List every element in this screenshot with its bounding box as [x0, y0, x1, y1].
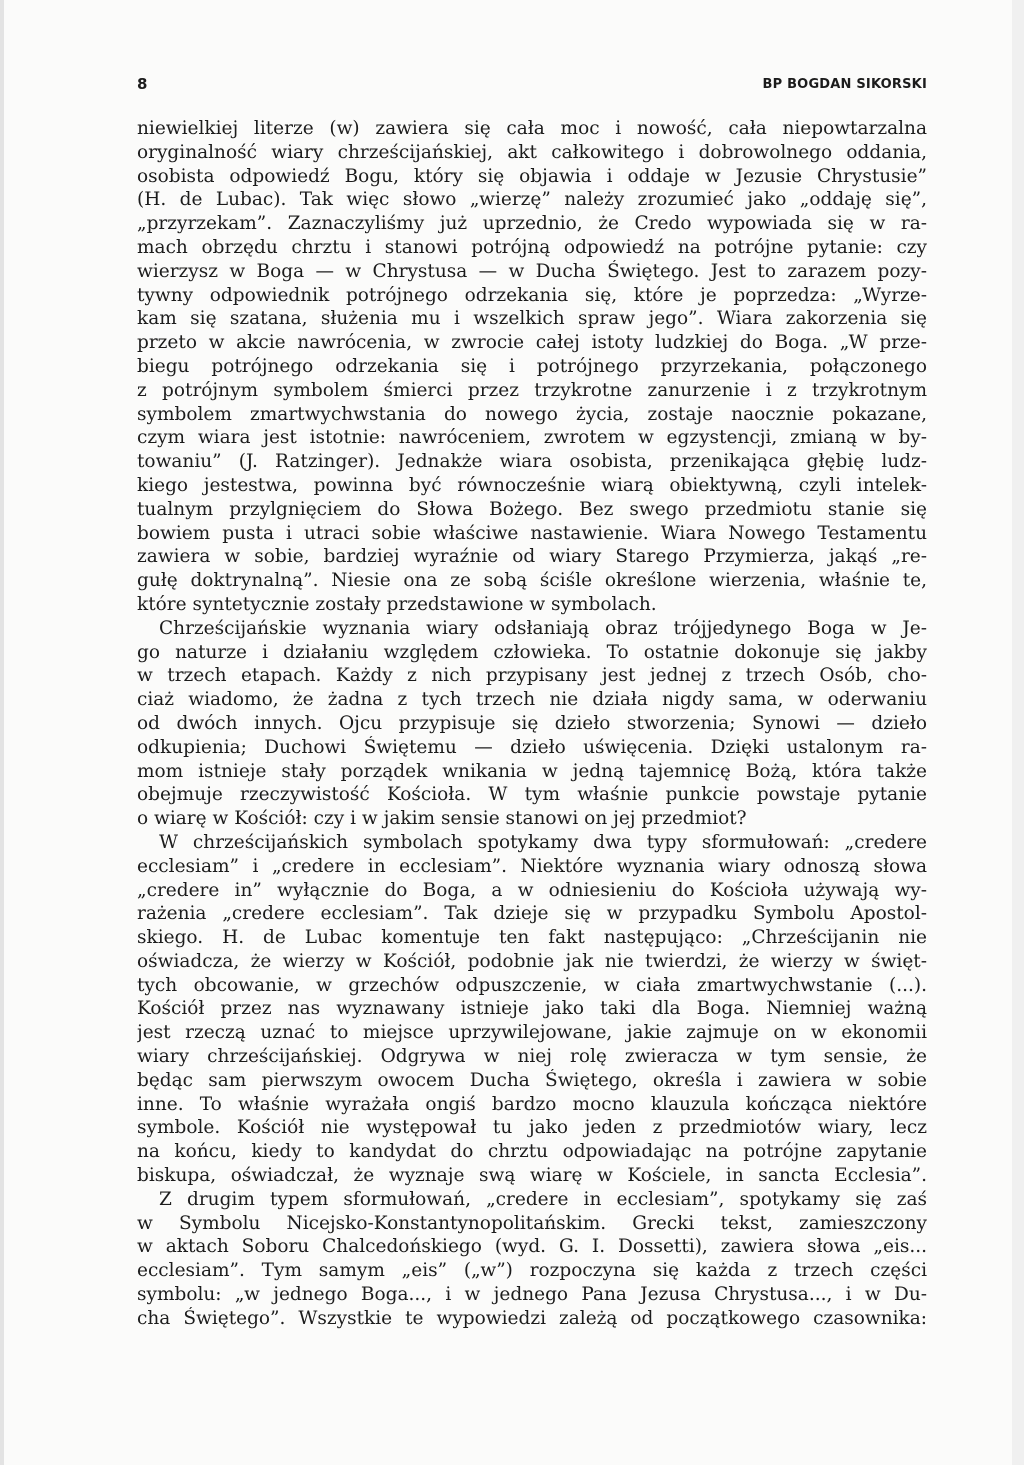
scan-left-edge [0, 0, 4, 1465]
text-line: inne. To właśnie wyrażała ongiś bardzo mocno klauzula kończąca niektóre [137, 1093, 927, 1115]
text-line: oryginalność wiary chrześcijańskiej, akt całkowitego i dobrowolnego oddania, [137, 141, 927, 163]
text-line: symbolu: „w jednego Boga..., i w jednego Pana Jezusa Chrystusa..., i w Du- [137, 1284, 927, 1306]
text-line: Chrześcijańskie wyznania wiary odsłaniają obraz trójjedynego Boga w Je- [159, 617, 927, 639]
text-line: „credere in” wyłącznie do Boga, a w odniesieniu do Kościoła używają wy- [137, 879, 927, 901]
text-line: będąc sam pierwszym owocem Ducha Świętego, określa i zawiera w sobie [137, 1069, 927, 1091]
text-line: w trzech etapach. Każdy z nich przypisany jest jednej z trzech Osób, cho- [137, 665, 927, 687]
text-line: jest rzeczą uznać to miejsce uprzywilejowane, jakie zajmuje on w ekonomii [137, 1022, 927, 1044]
text-line: tualnym przylgnięciem do Słowa Bożego. Bez swego przedmiotu stanie się [137, 498, 927, 520]
text-line: kiego jestestwa, powinna być równocześnie wiarą obiektywną, czyli intelek- [137, 474, 927, 496]
text-line: tych obcowanie, w grzechów odpuszczenie, w ciała zmartwychwstanie (...). [137, 974, 927, 996]
text-line: z potrójnym symbolem śmierci przez trzykrotne zanurzenie i z trzykrotnym [137, 379, 927, 401]
text-line: przeto w akcie nawrócenia, w zwrocie całej istoty ludzkiej do Boga. „W prze- [137, 332, 927, 354]
text-line: cha Świętego”. Wszystkie te wypowiedzi zależą od początkowego czasownika: [137, 1307, 927, 1329]
text-line: rażenia „credere ecclesiam”. Tak dzieje się w przypadku Symbolu Apostol- [137, 903, 927, 925]
text-line: towaniu” (J. Ratzinger). Jednakże wiara osobista, przenikająca głębię ludz- [137, 451, 927, 473]
text-line: wiary chrześcijańskiej. Odgrywa w niej rolę zwieracza w tym sensie, że [137, 1046, 927, 1068]
text-line: ecclesiam”. Tym samym „eis” („w”) rozpoczyna się każda z trzech części [137, 1260, 927, 1282]
page-header [137, 75, 927, 99]
text-line: Z drugim typem sformułowań, „credere in ecclesiam”, spotykamy się zaś [159, 1188, 927, 1210]
text-line: niewielkiej literze (w) zawiera się cała moc i nowość, cała niepowtarzalna [137, 118, 927, 139]
text-line: go naturze i działaniu względem człowieka. To ostatnie dokonuje się jakby [137, 641, 927, 663]
text-line: od dwóch innych. Ojcu przypisuje się dzieło stworzenia; Synowi — dzieło [137, 712, 927, 734]
text-line: obejmuje rzeczywistość Kościoła. W tym właśnie punkcie powstaje pytanie [137, 784, 927, 806]
text-line: „przyrzekam”. Zaznaczyliśmy już uprzednio, że Credo wypowiada się w ra- [137, 213, 927, 235]
text-line: bowiem pusta i utraci sobie właściwe nastawienie. Wiara Nowego Testamentu [137, 522, 927, 544]
text-line: symbole. Kościół nie występował tu jako jeden z przedmiotów wiary, lecz [137, 1117, 927, 1139]
page-number: 8 [137, 75, 148, 93]
text-line: mach obrzędu chrztu i stanowi potrójną odpowiedź na potrójne pytanie: czy [137, 236, 927, 258]
text-line: tywny odpowiednik potrójnego odrzekania się, które je poprzedza: „Wyrze- [137, 284, 927, 306]
text-line: oświadcza, że wierzy w Kościół, podobnie jak nie twierdzi, że wierzy w święt- [137, 950, 927, 972]
text-line: symbolem zmartwychwstania do nowego życia, zostaje naocznie pokazane, [137, 403, 927, 425]
text-line: wierzysz w Boga — w Chrystusa — w Ducha Świętego. Jest to zarazem pozy- [137, 260, 927, 282]
text-line: czym wiara jest istotnie: nawróceniem, zwrotem w egzystencji, zmianą w by- [137, 427, 927, 449]
text-line: na końcu, kiedy to kandydat do chrztu odpowiadając na potrójne zapytanie [137, 1141, 927, 1163]
text-line: skiego. H. de Lubac komentuje ten fakt następująco: „Chrześcijanin nie [137, 927, 927, 949]
text-line: biegu potrójnego odrzekania się i potrójnego przyrzekania, połączonego [137, 355, 927, 377]
text-line: o wiarę w Kościół: czy i w jakim sensie stanowi on jej przedmiot? [137, 808, 747, 830]
text-line: zawiera w sobie, bardziej wyraźnie od wiary Starego Przymierza, jakąś „re- [137, 546, 927, 568]
text-line: biskupa, oświadczał, że wyznaje swą wiarę w Kościele, in sancta Ecclesia”. [137, 1165, 927, 1187]
text-line: (H. de Lubac). Tak więc słowo „wierzę” należy zrozumieć jako „oddaję się”, [137, 189, 927, 211]
text-line: które syntetycznie zostały przedstawione w symbolach. [137, 593, 657, 615]
running-head: BP BOGDAN SIKORSKI [762, 77, 927, 92]
text-line: kam się szatana, służenia mu i wszelkich spraw jego”. Wiara zakorzenia się [137, 308, 927, 330]
body-text [137, 117, 927, 1331]
text-line: w aktach Soboru Chalcedońskiego (wyd. G. I. Dossetti), zawiera słowa „eis... [137, 1236, 927, 1258]
text-line: ecclesiam” i „credere in ecclesiam”. Niektóre wyznania wiary odnoszą słowa [137, 855, 927, 877]
text-line: mom istnieje stały porządek wnikania w jedną tajemnicę Bożą, która także [137, 760, 927, 782]
text-line: Kościół przez nas wyznawany istnieje jako taki dla Boga. Niemniej ważną [137, 998, 927, 1020]
scan-right-edge [1012, 0, 1024, 1465]
text-line: odkupienia; Duchowi Świętemu — dzieło uświęcenia. Dzięki ustalonym ra- [137, 736, 927, 758]
text-line: w Symbolu Nicejsko-Konstantynopolitańskim. Grecki tekst, zamieszczony [137, 1212, 927, 1234]
text-line: osobista odpowiedź Bogu, który się objawia i oddaje w Jezusie Chrystusie” [137, 165, 927, 187]
text-line: ciaż wiadomo, że żadna z tych trzech nie działa nigdy sama, w oderwaniu [137, 689, 927, 711]
text-line: W chrześcijańskich symbolach spotykamy dwa typy sformułowań: „credere [159, 831, 927, 853]
text-line: gułę doktrynalną”. Niesie ona ze sobą ściśle określone wierzenia, właśnie te, [137, 570, 927, 592]
